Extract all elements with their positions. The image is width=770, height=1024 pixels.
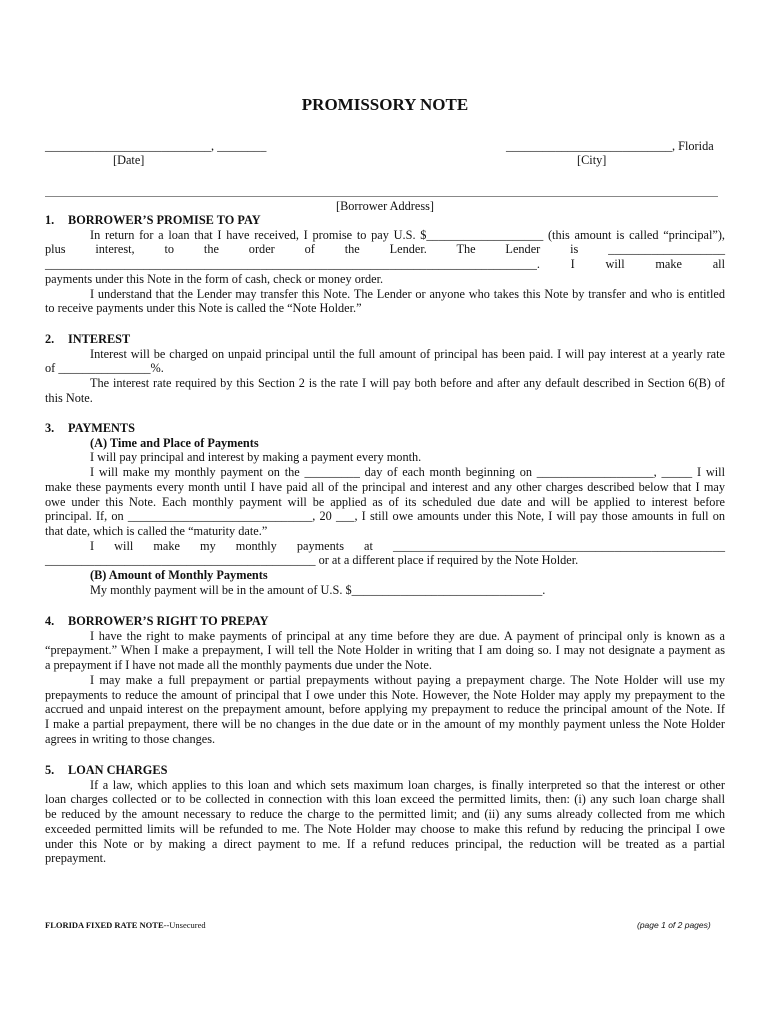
- section-1: [45, 213, 725, 316]
- section-2: [45, 332, 725, 406]
- s5-line: loan charges collected or to be collected in connection with this loan exceed the permitted limits, then: (i) any such loan charge shall: [45, 792, 725, 807]
- footer-form-type: --Unsecured: [163, 920, 206, 930]
- page-title: PROMISSORY NOTE: [301, 95, 469, 114]
- section-1-number: 1.: [45, 213, 55, 227]
- section-1-heading: [45, 213, 725, 228]
- date-blank: ___________________________, ________: [45, 139, 267, 153]
- s4-line: agrees in writing to those changes.: [45, 731, 216, 746]
- section-3-title: PAYMENTS: [68, 421, 135, 435]
- s5-line: If a law, which applies to this loan and which sets maximum loan charges, is finally interpreted so that the interest or other: [90, 777, 725, 792]
- section-5-title: LOAN CHARGES: [68, 763, 168, 777]
- section-2-number: 2.: [45, 332, 55, 346]
- section-5: [45, 763, 725, 866]
- s5-line: prepayment.: [45, 851, 107, 866]
- section-4: [45, 614, 725, 746]
- address-line: [45, 196, 718, 197]
- section-5-number: 5.: [45, 763, 55, 777]
- section-3-heading: [45, 421, 725, 436]
- s1-line: In return for a loan that I have received, I promise to pay U.S. $___________________ (this amount is called “principal”),: [90, 227, 725, 242]
- s3-line: owe under this Note. Each monthly payment will be applied as of its scheduled due date and will be applied to interest before: [45, 494, 725, 509]
- section-4-title: BORROWER’S RIGHT TO PREPAY: [68, 614, 269, 628]
- s5-line: exceeded permitted limits will be refunded to me. The Note Holder may choose to make this refund by reducing the principal I owe: [45, 821, 725, 836]
- s4-line: “prepayment.” When I make a prepayment, I will tell the Note Holder in writing that I am doing so. I may not designate a payment as: [45, 643, 725, 658]
- s3-line: principal. If, on ______________________________, 20 ___, I still owe amounts under this Note, I will pay those amounts in full on: [45, 509, 725, 524]
- s1-line: to receive payments under this Note is called the “Note Holder.”: [45, 301, 362, 316]
- s4-line: I have the right to make payments of principal at any time before they are due. A payment of principal only is known as a: [90, 628, 725, 643]
- s5-line: under this Note or by making a direct payment to me. If a refund reduces principal, the reduction will be treated as a partial: [45, 836, 725, 851]
- s3-line: I will make my monthly payments at ______________________________________________________: [90, 538, 725, 553]
- s3-line: make these payments every month until I have paid all of the principal and interest and any other charges described below that I may: [45, 479, 725, 494]
- s1-line: payments under this Note in the form of cash, check or money order.: [45, 271, 384, 286]
- subsection-a-heading: (A) Time and Place of Payments: [90, 435, 259, 450]
- s3-line: that date, which is called the “maturity date.”: [45, 523, 268, 538]
- s3-line: ____________________________________________ or at a different place if required by the Note Holder.: [45, 553, 579, 568]
- section-5-heading: [45, 763, 725, 778]
- s4-line: I may make a full prepayment or partial prepayments without paying a prepayment charge. The Note Holder will use my: [90, 672, 725, 687]
- s1-line: ________________________________________________________________________________. I will make all: [45, 257, 725, 272]
- s2-line: this Note.: [45, 390, 93, 405]
- s4-line: I make a partial prepayment, there will be no changes in the due date or in the amount of my monthly payment unless the Note Holder: [45, 716, 725, 731]
- s2-line: of _______________%.: [45, 361, 164, 376]
- section-4-number: 4.: [45, 614, 55, 628]
- s5-line: be reduced by the amount necessary to reduce the charge to the permitted limit; and (ii) any sums already collected from me which: [45, 807, 725, 822]
- s3-line: I will pay principal and interest by making a payment every month.: [90, 450, 422, 465]
- section-1-title: BORROWER’S PROMISE TO PAY: [68, 213, 261, 227]
- s1-line: plus interest, to the order of the Lender. The Lender is ___________________: [45, 242, 725, 257]
- footer-form-title: [45, 920, 206, 930]
- city-blank: ___________________________, Florida: [506, 139, 714, 153]
- footer-form-name: FLORIDA FIXED RATE NOTE: [45, 920, 164, 930]
- section-3-number: 3.: [45, 421, 55, 435]
- s2-line: The interest rate required by this Section 2 is the rate I will pay both before and after any default described in Section 6(B) of: [90, 376, 725, 391]
- s4-line: prepayments to reduce the amount of principal that I owe under this Note. However, the Note Holder may apply my prepayment to the: [45, 687, 725, 702]
- subsection-b-heading: (B) Amount of Monthly Payments: [90, 568, 268, 583]
- section-3: [45, 421, 725, 597]
- date-label: [Date]: [113, 153, 145, 167]
- s2-line: Interest will be charged on unpaid principal until the full amount of principal has been paid. I will pay interest at a yearly rate: [90, 346, 725, 361]
- section-2-title: INTEREST: [68, 332, 131, 346]
- city-label: [City]: [577, 153, 607, 167]
- page-number: (page 1 of 2 pages): [637, 920, 711, 930]
- s3-line: I will make my monthly payment on the _________ day of each month beginning on ___________________, _____ I will: [90, 465, 725, 480]
- section-2-heading: [45, 332, 725, 347]
- s3-line: My monthly payment will be in the amount of U.S. $_______________________________.: [90, 582, 546, 597]
- s4-line: a prepayment if I have not made all the monthly payments due under the Note.: [45, 658, 432, 673]
- address-label: [Borrower Address]: [335, 199, 434, 213]
- s4-line: accrued and unpaid interest on the prepayment amount, before applying my prepayment to reduce the principal amount of the Note. If: [45, 702, 725, 717]
- s1-line: I understand that the Lender may transfer this Note. The Lender or anyone who takes this Note by transfer and who is entitled: [90, 286, 725, 301]
- section-4-heading: [45, 614, 725, 629]
